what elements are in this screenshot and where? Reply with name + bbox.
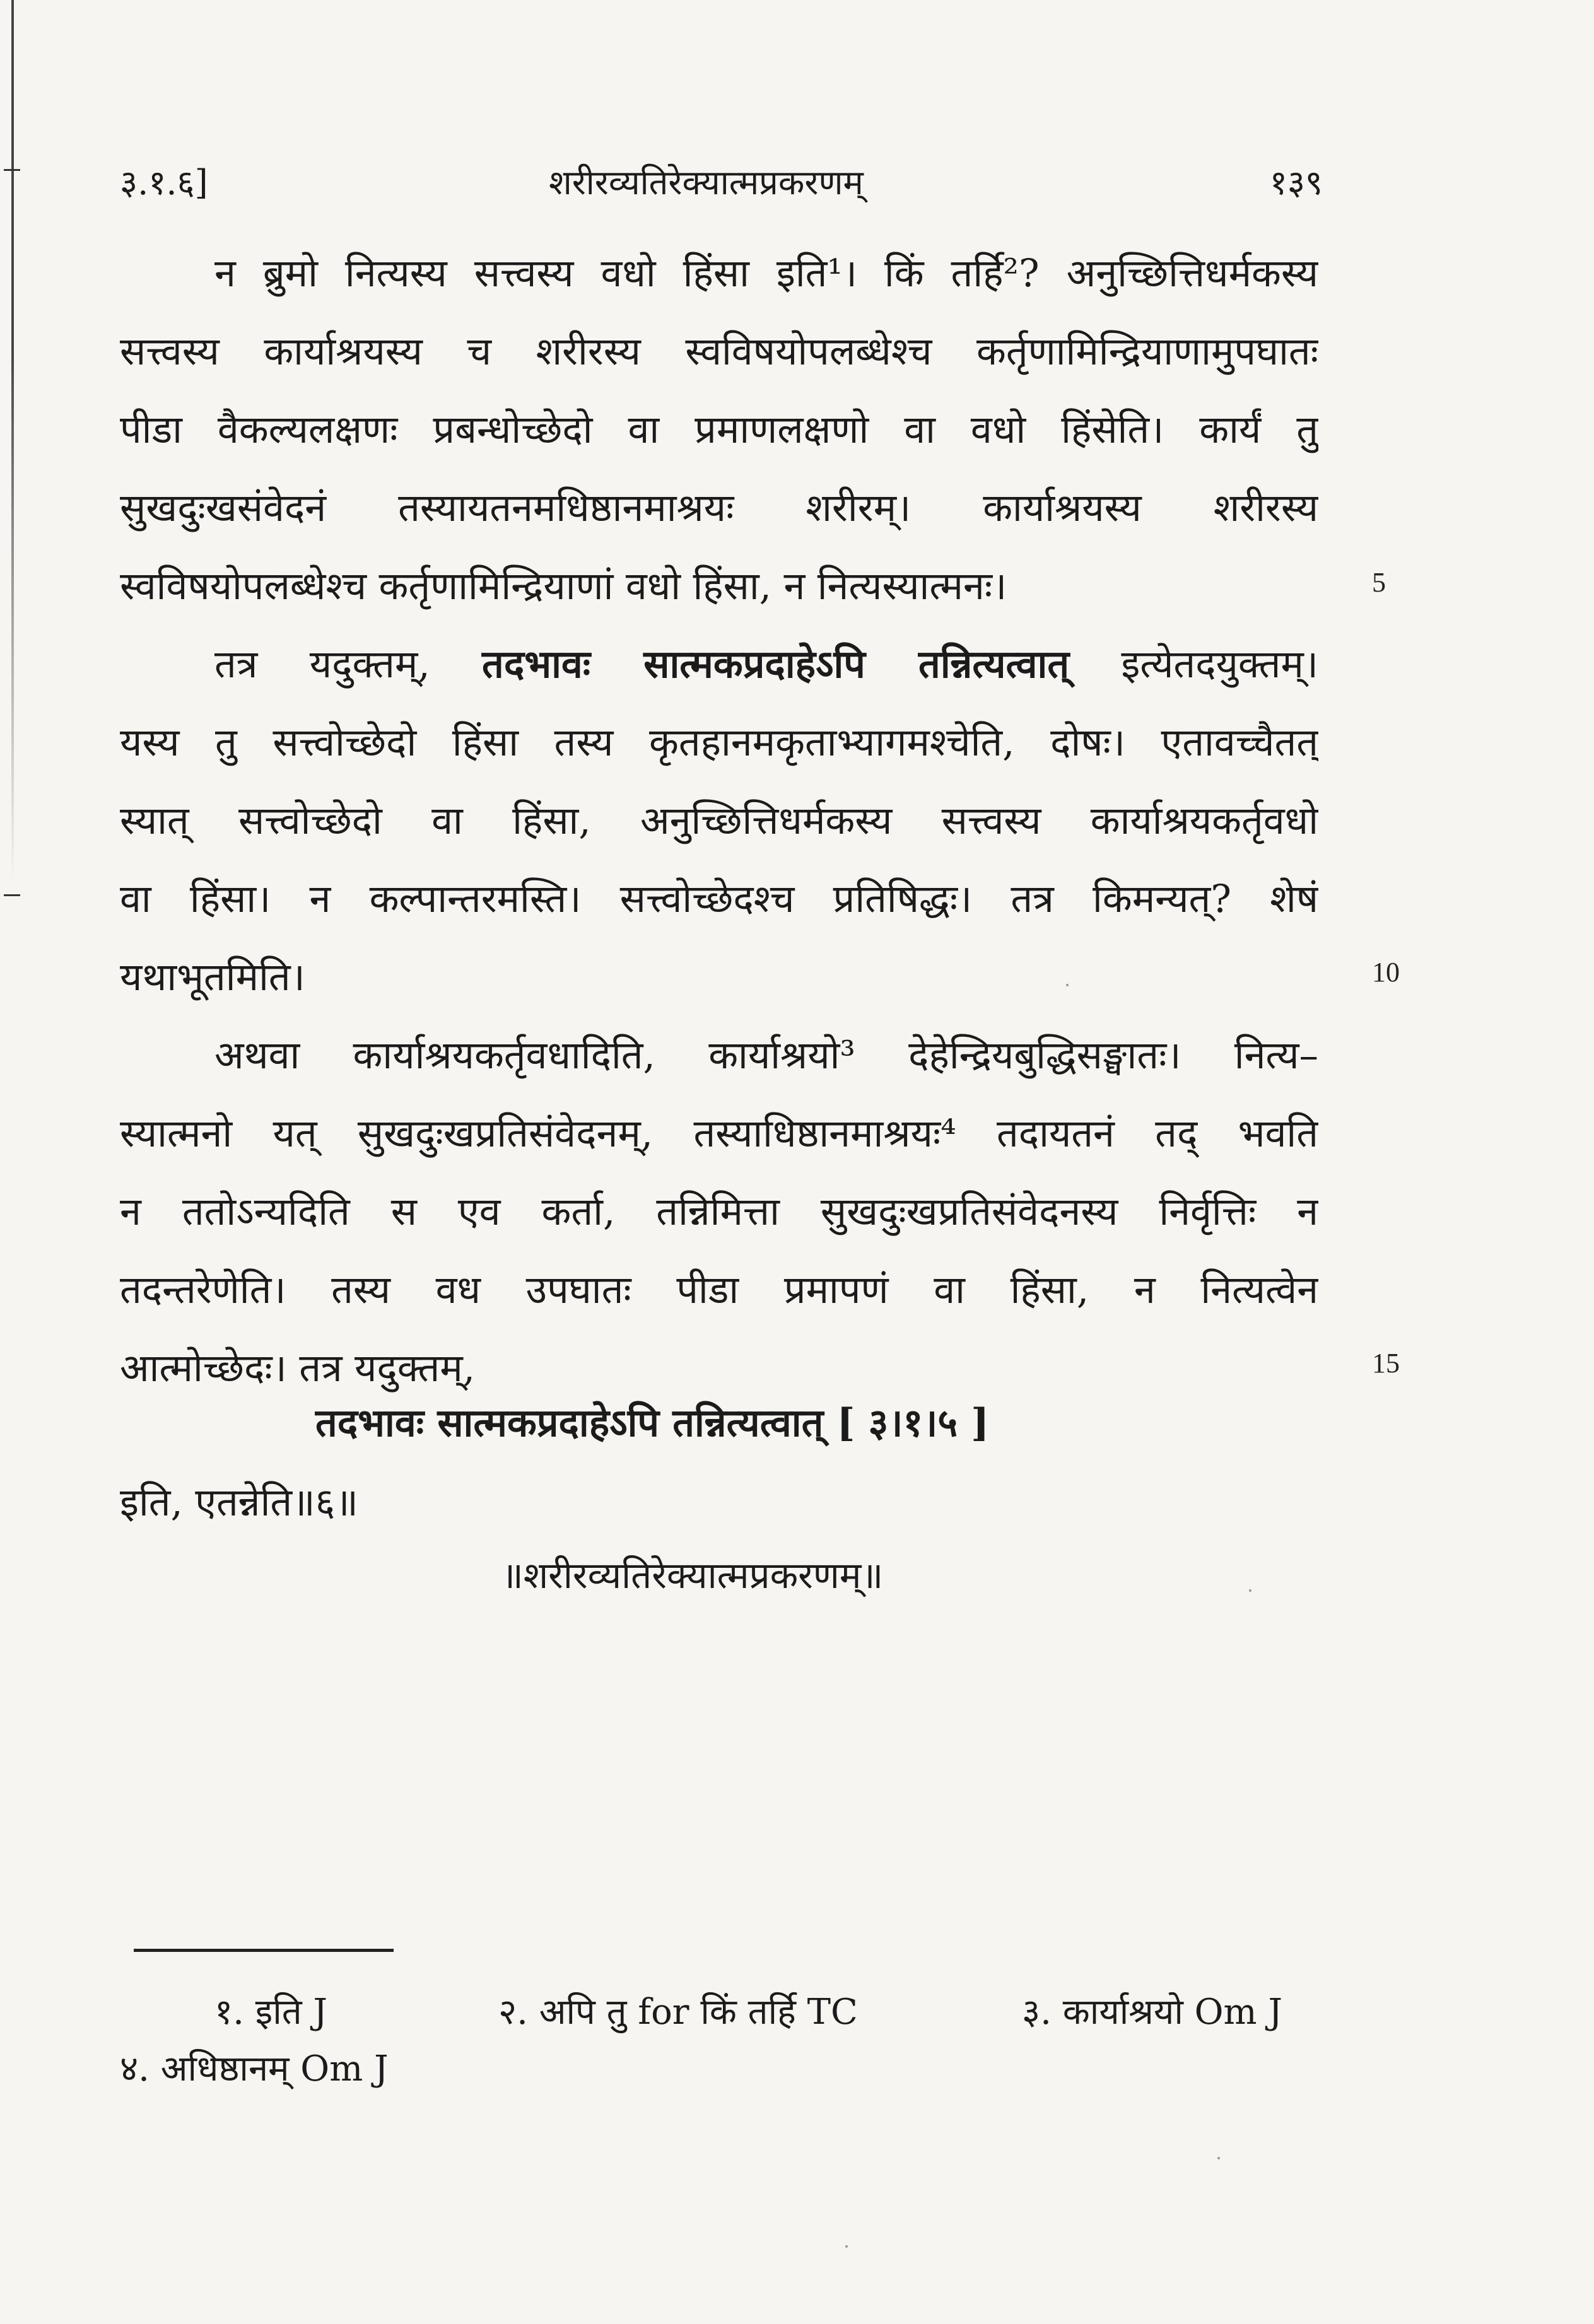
binding-mark — [4, 894, 20, 896]
footnote: १. इति J — [214, 1992, 327, 2033]
line-number: 10 — [1372, 957, 1400, 988]
section-reference: ३.१.६] — [120, 163, 208, 202]
page-number: १३९ — [1269, 163, 1323, 202]
quoted-sutra: तदभावः सात्मकप्रदाहेऽपि तन्नित्यत्वात् — [482, 642, 1070, 687]
text-line: पीडा वैकल्यलक्षणः प्रबन्धोच्छेदो वा प्रमाणलक्षणो वा वधो हिंसेति। कार्यं तु — [120, 407, 1318, 452]
text-line: वा हिंसा। न कल्पान्तरमस्ति। सत्त्वोच्छेदश्च प्रतिषिद्धः। तत्र किमन्यत्? शेषं — [120, 877, 1318, 921]
text-line: न ततोऽन्यदिति स एव कर्ता, तन्निमित्ता सुखदुःखप्रतिसंवेदनस्य निर्वृत्तिः न — [120, 1189, 1318, 1234]
footnote: २. अपि तु for किं तर्हि TC — [498, 1992, 858, 2033]
footnote-rule — [134, 1949, 394, 1952]
text-line: यस्य तु सत्त्वोच्छेदो हिंसा तस्य कृतहानमकृताभ्यागमश्चेति, दोषः। एतावच्चैतत् — [120, 720, 1318, 765]
binding-mark — [4, 169, 20, 171]
text-line: न ब्रुमो नित्यस्य सत्त्वस्य वधो हिंसा इति¹। किं तर्हि²? अनुच्छित्तिधर्मकस्य — [214, 251, 1318, 296]
text-line: अथवा कार्याश्रयकर्तृवधादिति, कार्याश्रयो³ देहेन्द्रियबुद्धिसङ्घातः। नित्य– — [214, 1033, 1318, 1078]
running-head — [120, 151, 1323, 208]
text-line: स्यात्मनो यत् सुखदुःखप्रतिसंवेदनम्, तस्याधिष्ठानमाश्रयः⁴ तदायतनं तद् भवति — [120, 1111, 1318, 1156]
text-line: सुखदुःखसंवेदनं तस्यायतनमधिष्ठानमाश्रयः शरीरम्। कार्याश्रयस्य शरीरस्य — [120, 486, 1318, 530]
footnote: ३. कार्याश्रयो Om J — [1022, 1992, 1282, 2033]
closing-line: इति, एतन्नेति॥६॥ — [120, 1480, 358, 1525]
sutra-verse: तदभावः सात्मकप्रदाहेऽपि तन्नित्यत्वात् [ ३।१।५ ] — [315, 1401, 990, 1445]
line-number: 5 — [1372, 567, 1386, 598]
main-text — [120, 235, 1318, 1408]
text-span: इत्येतदयुक्तम्। — [1069, 642, 1318, 687]
text-line: सत्त्वस्य कार्याश्रयस्य च शरीरस्य स्वविषयोपलब्धेश्च कर्तृणामिन्द्रियाणामुपघातः — [120, 329, 1318, 374]
text-line: स्वविषयोपलब्धेश्च कर्तृणामिन्द्रियाणां वधो हिंसा, न नित्यस्यात्मनः। — [120, 564, 1007, 609]
text-line: स्यात् सत्त्वोच्छेदो वा हिंसा, अनुच्छित्तिधर्मकस्य सत्त्वस्य कार्याश्रयकर्तृवधो — [120, 798, 1318, 843]
colophon: ॥शरीरव्यतिरेक्यात्मप्रकरणम्॥ — [501, 1554, 884, 1597]
paper-speck — [845, 2245, 848, 2248]
text-line — [120, 626, 1318, 704]
paper-speck — [1066, 984, 1069, 986]
text-line: यथाभूतमिति। — [120, 955, 305, 1000]
text-span: तत्र यदुक्तम्, — [214, 642, 483, 687]
text-line: तदन्तरेणेति। तस्य वध उपघातः पीडा प्रमापणं वा हिंसा, न नित्यत्वेन — [120, 1268, 1318, 1312]
chapter-title: शरीरव्यतिरेक्यात्मप्रकरणम् — [549, 163, 864, 202]
line-number: 15 — [1372, 1348, 1400, 1379]
footnote: ४. अधिष्ठानम् Om J — [120, 2048, 389, 2089]
text-line: आत्मोच्छेदः। तत्र यदुक्तम्, — [120, 1346, 476, 1391]
paper-speck — [1249, 1589, 1251, 1592]
page-binding-edge — [11, 0, 14, 883]
paper-speck — [1217, 2157, 1220, 2159]
